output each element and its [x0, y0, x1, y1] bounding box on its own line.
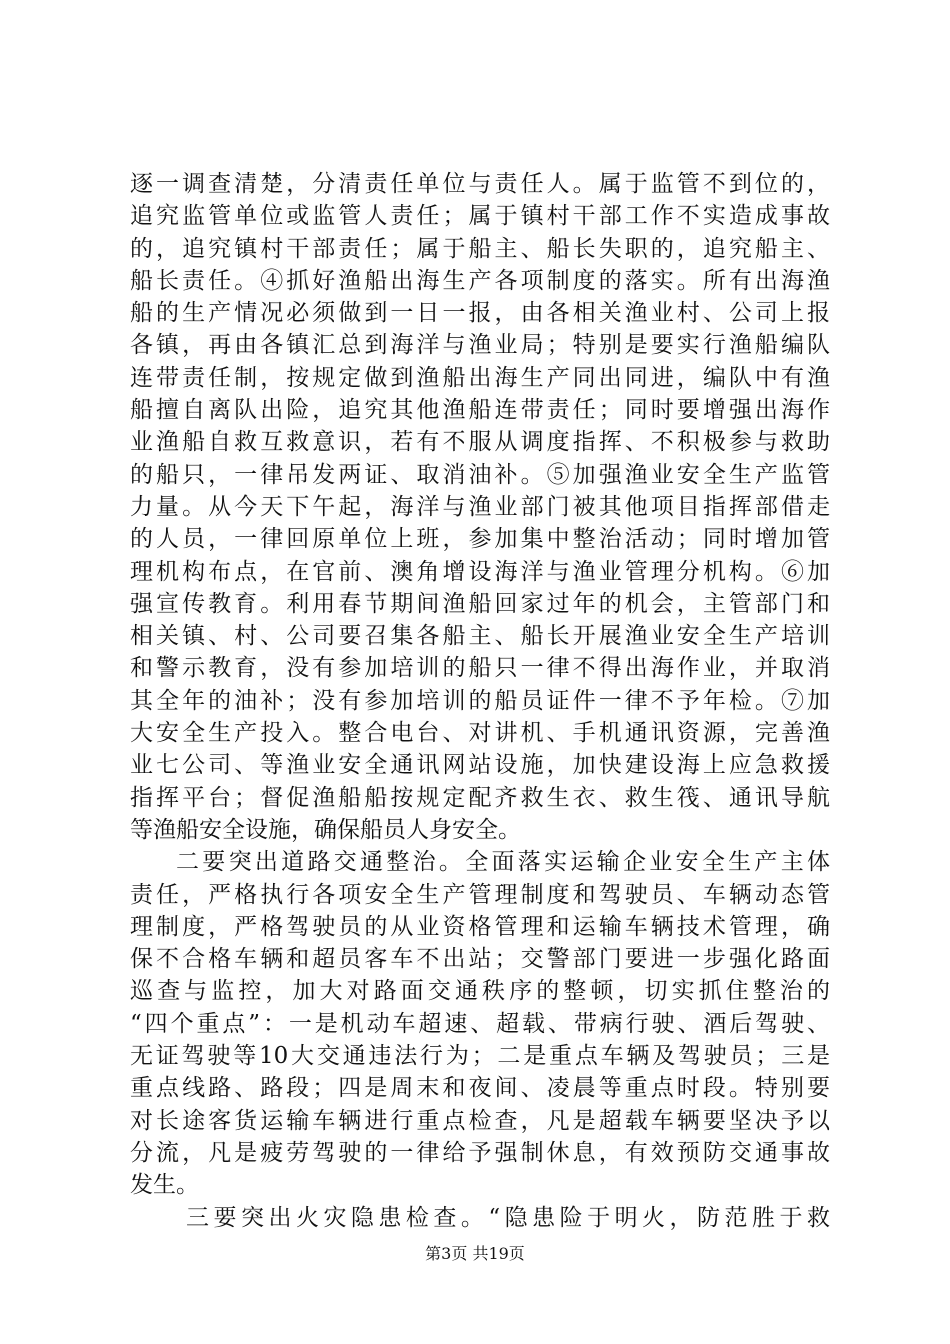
page-number-footer: 第3页 共19页: [425, 1244, 525, 1263]
text-line: 强宣传教育。利用春节期间渔船回家过年的机会，主管部门和: [130, 590, 830, 617]
paragraph-first-line: 二要突出道路交通整治。全面落实运输企业安全生产主体: [176, 849, 830, 876]
text-line: 的人员，一律回原单位上班，参加集中整治活动；同时增加管: [130, 526, 830, 553]
text-line: 重点线路、路段；四是周末和夜间、凌晨等重点时段。特别要: [130, 1075, 830, 1102]
text-line: 各镇，再由各镇汇总到海洋与渔业局；特别是要实行渔船编队: [130, 332, 830, 359]
text-line: 其全年的油补；没有参加培训的船员证件一律不予年检。⑦加: [130, 687, 830, 714]
text-line: 保不合格车辆和超员客车不出站；交警部门要进一步强化路面: [130, 946, 830, 973]
text-line: 对长途客货运输车辆进行重点检查，凡是超载车辆要坚决予以: [130, 1107, 830, 1134]
text-line: 船擅自离队出险，追究其他渔船连带责任；同时要增强出海作: [130, 397, 830, 424]
text-line: 船长责任。④抓好渔船出海生产各项制度的落实。所有出海渔: [130, 267, 830, 294]
text-line: 相关镇、村、公司要召集各船主、船长开展渔业安全生产培训: [130, 623, 830, 650]
text-line: 巡查与监控，加大对路面交通秩序的整顿，切实抓住整治的: [130, 978, 830, 1005]
text-line: 力量。从今天下午起，海洋与渔业部门被其他项目指挥部借走: [130, 493, 830, 520]
text-line: 逐一调查清楚，分清责任单位与责任人。属于监管不到位的，: [130, 171, 830, 197]
text-line: 业七公司、等渔业安全通讯网站设施，加快建设海上应急救援: [130, 752, 830, 779]
paragraph-end-line: 等渔船安全设施，确保船员人身安全。: [130, 816, 521, 843]
text-line: 追究监管单位或监管人责任；属于镇村干部工作不实造成事故: [130, 203, 830, 230]
text-line: 的，追究镇村干部责任；属于船主、船长失职的，追究船主、: [130, 235, 830, 262]
document-body: [130, 168, 830, 1234]
text-line: 无证驾驶等10大交通违法行为；二是重点车辆及驾驶员；三是: [130, 1043, 830, 1070]
text-line: 连带责任制，按规定做到渔船出海生产同出同进，编队中有渔: [130, 364, 830, 391]
text-line: 和警示教育，没有参加培训的船只一律不得出海作业，并取消: [130, 655, 830, 682]
text-line: 业渔船自救互救意识，若有不服从调度指挥、不积极参与救助: [130, 429, 830, 456]
text-line: 分流，凡是疲劳驾驶的一律给予强制休息，有效预防交通事故: [130, 1139, 830, 1166]
text-line: 理机构布点，在官前、澳角增设海洋与渔业管理分机构。⑥加: [130, 558, 830, 585]
text-line: 大安全生产投入。整合电台、对讲机、手机通讯资源，完善渔: [130, 720, 830, 747]
text-line: 指挥平台；督促渔船船按规定配齐救生衣、救生筏、通讯导航: [130, 784, 830, 811]
paragraph-end-line: 发生。: [130, 1172, 199, 1199]
text-line: 责任，严格执行各项安全生产管理制度和驾驶员、车辆动态管: [130, 881, 830, 908]
text-line: 理制度，严格驾驶员的从业资格管理和运输车辆技术管理，确: [130, 913, 830, 940]
text-line: 船的生产情况必须做到一日一报，由各相关渔业村、公司上报: [130, 300, 830, 327]
text-line: 的船只，一律吊发两证、取消油补。⑤加强渔业安全生产监管: [130, 461, 830, 488]
paragraph-first-line: 三要突出火灾隐患检查。“隐患险于明火，防范胜于救: [186, 1204, 830, 1231]
text-line: “四个重点”：一是机动车超速、超载、带病行驶、酒后驾驶、: [130, 1010, 830, 1037]
